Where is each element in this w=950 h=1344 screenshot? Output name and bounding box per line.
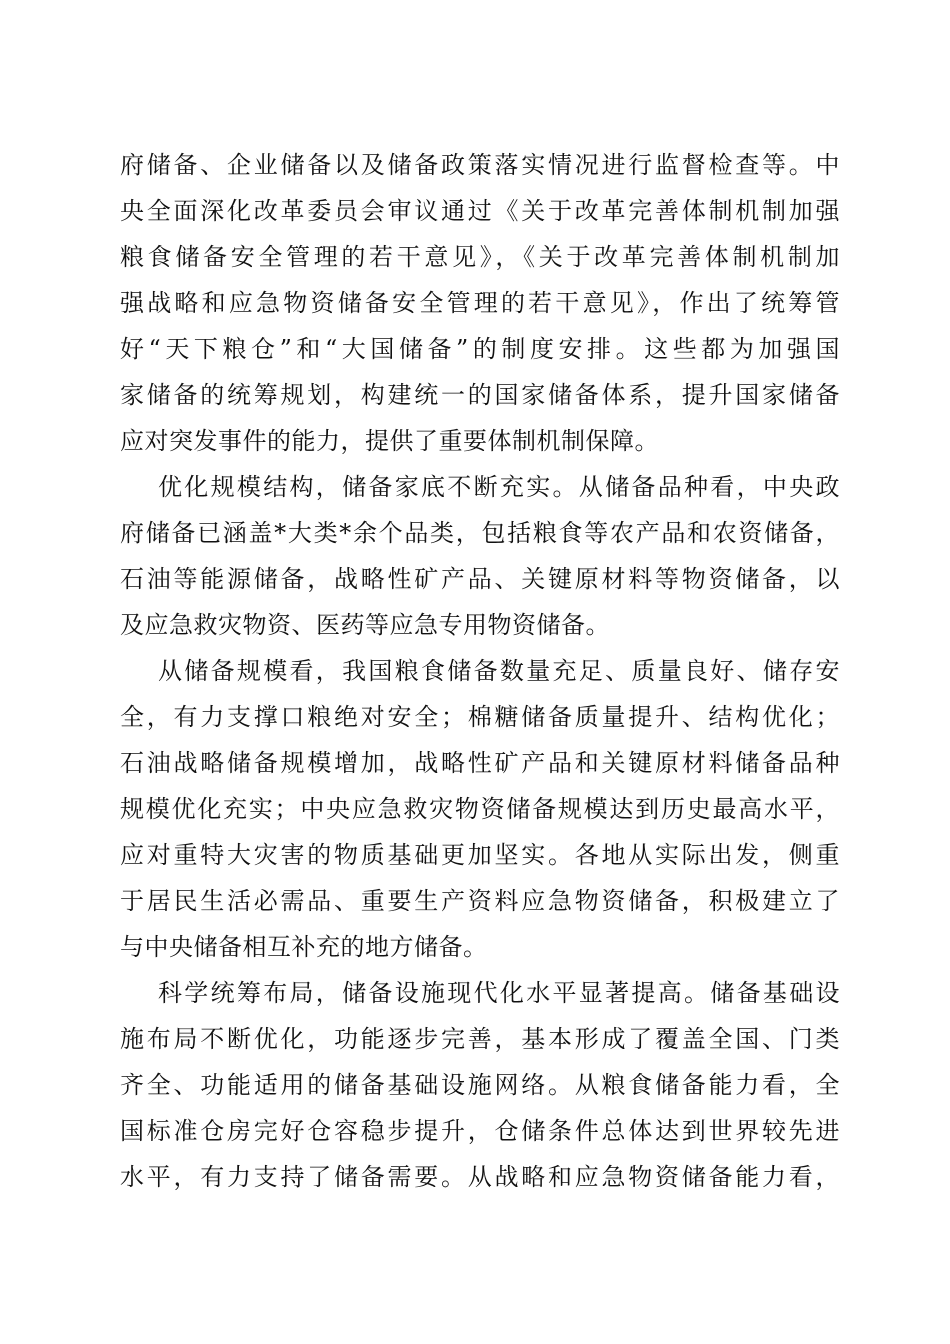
text-line: 水平，有力支持了储备需要。从战略和应急物资储备能力看， bbox=[120, 1163, 840, 1191]
text-line: 科学统筹布局，储备设施现代化水平显著提高。储备基础设 bbox=[158, 979, 840, 1007]
text-line: 优化规模结构，储备家底不断充实。从储备品种看，中央政 bbox=[158, 473, 840, 501]
text-line: 强战略和应急物资储备安全管理的若干意见》，作出了统筹管 bbox=[120, 289, 840, 317]
text-line: 家储备的统筹规划，构建统一的国家储备体系，提升国家储备 bbox=[120, 381, 840, 409]
text-line: 国标准仓房完好仓容稳步提升，仓储条件总体达到世界较先进 bbox=[120, 1117, 840, 1145]
text-line: 应对突发事件的能力，提供了重要体制机制保障。 bbox=[120, 427, 659, 455]
text-line: 央全面深化改革委员会审议通过《关于改革完善体制机制加强 bbox=[120, 197, 840, 225]
text-line: 从储备规模看，我国粮食储备数量充足、质量良好、储存安 bbox=[158, 657, 840, 685]
text-line: 及应急救灾物资、医药等应急专用物资储备。 bbox=[120, 611, 610, 639]
text-line: 规模优化充实；中央应急救灾物资储备规模达到历史最高水平， bbox=[120, 795, 840, 823]
text-line: 粮食储备安全管理的若干意见》，《关于改革完善体制机制加 bbox=[120, 243, 840, 271]
text-line: 与中央储备相互补充的地方储备。 bbox=[120, 933, 488, 961]
text-line: 府储备已涵盖*大类*余个品类，包括粮食等农产品和农资储备， bbox=[120, 519, 840, 547]
text-line: 于居民生活必需品、重要生产资料应急物资储备，积极建立了 bbox=[120, 887, 840, 915]
text-line: 好“天下粮仓”和“大国储备”的制度安排。这些都为加强国 bbox=[120, 335, 840, 363]
text-line: 石油等能源储备，战略性矿产品、关键原材料等物资储备，以 bbox=[120, 565, 840, 593]
text-line: 应对重特大灾害的物质基础更加坚实。各地从实际出发，侧重 bbox=[120, 841, 840, 869]
document-body bbox=[120, 142, 840, 1200]
text-line: 齐全、功能适用的储备基础设施网络。从粮食储备能力看，全 bbox=[120, 1071, 840, 1099]
text-line: 石油战略储备规模增加，战略性矿产品和关键原材料储备品种 bbox=[120, 749, 840, 777]
text-line: 府储备、企业储备以及储备政策落实情况进行监督检查等。中 bbox=[120, 151, 840, 179]
text-line: 施布局不断优化，功能逐步完善，基本形成了覆盖全国、门类 bbox=[120, 1025, 840, 1053]
text-line: 全，有力支撑口粮绝对安全；棉糖储备质量提升、结构优化； bbox=[120, 703, 840, 731]
